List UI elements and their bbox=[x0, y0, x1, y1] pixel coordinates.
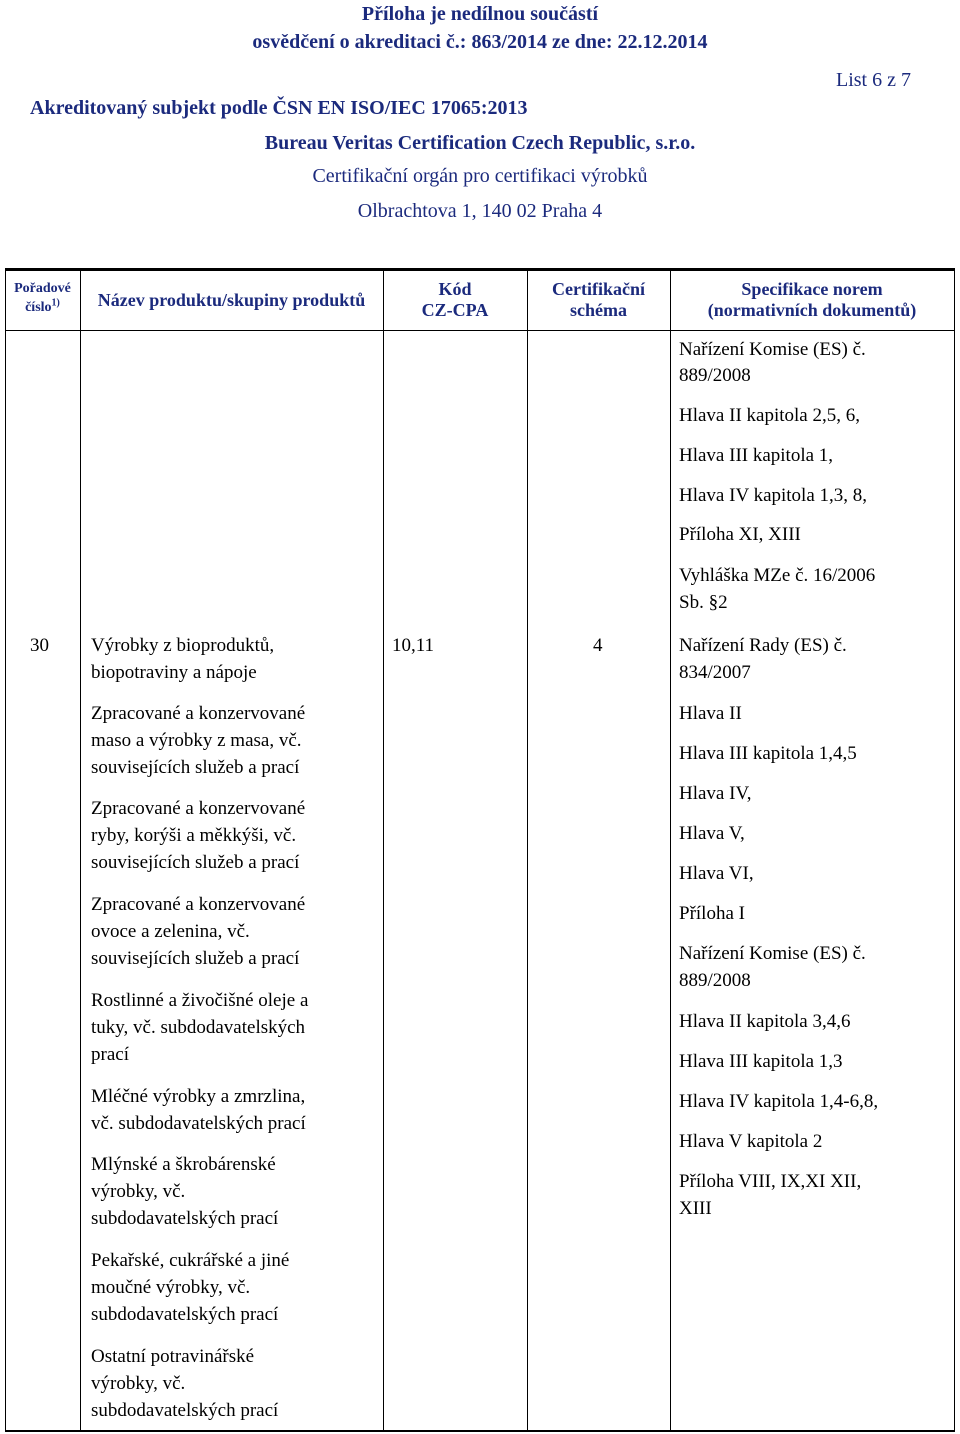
product-line: Mlýnské a škrobárenské bbox=[91, 1154, 276, 1175]
spec-line: Hlava IV, bbox=[679, 783, 752, 804]
spec-line: Hlava III kapitola 1,4,5 bbox=[679, 743, 857, 764]
product-line: Zpracované a konzervované bbox=[91, 703, 306, 724]
table-col-divider-2 bbox=[383, 268, 384, 1432]
table-top-border bbox=[5, 268, 955, 271]
product-line: moučné výrobky, vč. bbox=[91, 1277, 251, 1298]
product-line: ovoce a zelenina, vč. bbox=[91, 921, 250, 942]
product-line: subdodavatelských prací bbox=[91, 1208, 279, 1229]
company-name: Bureau Veritas Certification Czech Republic, s.r.o. bbox=[264, 132, 696, 154]
column-header-number-line-1: Pořadové bbox=[14, 281, 71, 296]
spec-line: Hlava IV kapitola 1,4-6,8, bbox=[679, 1091, 879, 1112]
column-header-scheme-line-1: Certifikační bbox=[552, 279, 645, 299]
table-bottom-border bbox=[5, 1430, 955, 1432]
product-line: maso a výrobky z masa, vč. bbox=[91, 730, 302, 751]
table-right-border bbox=[954, 268, 955, 1432]
product-line: výrobky, vč. bbox=[91, 1181, 186, 1202]
spec-line: Nařízení Komise (ES) č. bbox=[679, 339, 866, 360]
column-header-number-line-2 bbox=[5, 298, 80, 317]
product-line: subdodavatelských prací bbox=[91, 1400, 279, 1421]
column-header-number bbox=[5, 279, 80, 317]
column-header-spec-line-2: (normativních dokumentů) bbox=[707, 299, 917, 320]
spec-line: Hlava IV kapitola 1,3, 8, bbox=[679, 485, 868, 506]
table-col-divider-1 bbox=[80, 268, 81, 1432]
product-line: souvisejících služeb a prací bbox=[91, 757, 300, 778]
product-line: Mléčné výrobky a zmrzlina, bbox=[91, 1086, 306, 1107]
product-line: prací bbox=[91, 1044, 129, 1065]
spec-line: Nařízení Komise (ES) č. bbox=[679, 943, 866, 964]
cz-cpa-code: 10,11 bbox=[392, 635, 435, 656]
spec-line: Příloha VIII, IX,XI XII, bbox=[679, 1171, 862, 1192]
company-address: Olbrachtova 1, 140 02 Praha 4 bbox=[357, 200, 603, 222]
product-group-title-line-2: biopotraviny a nápoje bbox=[91, 662, 257, 683]
product-line: souvisejících služeb a prací bbox=[91, 948, 300, 969]
spec-line: Hlava II kapitola 2,5, 6, bbox=[679, 405, 860, 426]
certification-scheme: 4 bbox=[593, 635, 603, 656]
spec-line: Hlava III kapitola 1,3 bbox=[679, 1051, 843, 1072]
spec-line: 889/2008 bbox=[679, 365, 751, 386]
accreditation-line: Akreditovaný subjekt podle ČSN EN ISO/IEC 17065:2013 bbox=[30, 97, 528, 119]
certification-body: Certifikační orgán pro certifikaci výrobků bbox=[312, 165, 648, 187]
header-line-1: Příloha je nedílnou součástí bbox=[361, 3, 599, 25]
product-line: Zpracované a konzervované bbox=[91, 894, 306, 915]
spec-line: Příloha I bbox=[679, 903, 745, 924]
column-header-scheme-line-2: schéma bbox=[570, 299, 627, 320]
column-header-code bbox=[383, 279, 527, 320]
column-header-scheme bbox=[527, 279, 670, 320]
product-line: ryby, korýši a měkkýši, vč. bbox=[91, 825, 297, 846]
table-header-border bbox=[5, 330, 955, 331]
spec-line: Hlava II bbox=[679, 703, 742, 724]
spec-line: Hlava V, bbox=[679, 823, 745, 844]
column-header-spec-line-1: Specifikace norem bbox=[741, 279, 883, 299]
product-line: tuky, vč. subdodavatelských bbox=[91, 1017, 306, 1038]
spec-line: Hlava VI, bbox=[679, 863, 754, 884]
spec-line: XIII bbox=[679, 1198, 712, 1219]
product-line: Zpracované a konzervované bbox=[91, 798, 306, 819]
spec-line: 889/2008 bbox=[679, 970, 751, 991]
spec-line: Hlava II kapitola 3,4,6 bbox=[679, 1011, 851, 1032]
table-col-divider-4 bbox=[670, 268, 671, 1432]
product-group-title-line-1: Výrobky z bioproduktů, bbox=[91, 635, 275, 656]
column-header-code-line-2: CZ-CPA bbox=[421, 299, 489, 320]
product-line: subdodavatelských prací bbox=[91, 1304, 279, 1325]
product-line: Pekařské, cukrářské a jiné bbox=[91, 1250, 290, 1271]
product-line: vč. subdodavatelských prací bbox=[91, 1113, 306, 1134]
footnote-marker: 1) bbox=[51, 297, 60, 309]
spec-line: Sb. §2 bbox=[679, 592, 728, 613]
product-line: výrobky, vč. bbox=[91, 1373, 186, 1394]
spec-line: Hlava III kapitola 1, bbox=[679, 445, 834, 466]
spec-line: Hlava V kapitola 2 bbox=[679, 1131, 823, 1152]
page-number: List 6 z 7 bbox=[836, 69, 911, 91]
spec-line: Příloha XI, XIII bbox=[679, 524, 801, 545]
table-left-border bbox=[5, 268, 6, 1432]
product-line: Ostatní potravinářské bbox=[91, 1346, 255, 1367]
product-line: souvisejících služeb a prací bbox=[91, 852, 300, 873]
column-header-specification bbox=[670, 279, 954, 320]
table-col-divider-3 bbox=[527, 268, 528, 1432]
column-header-number-text: číslo bbox=[25, 300, 52, 315]
row-number: 30 bbox=[30, 635, 49, 656]
column-header-name: Název produktu/skupiny produktů bbox=[97, 290, 366, 310]
spec-line: Nařízení Rady (ES) č. bbox=[679, 635, 847, 656]
spec-line: Vyhláška MZe č. 16/2006 bbox=[679, 565, 876, 586]
spec-line: 834/2007 bbox=[679, 662, 751, 683]
product-line: Rostlinné a živočišné oleje a bbox=[91, 990, 309, 1011]
column-header-code-line-1: Kód bbox=[438, 279, 472, 299]
header-line-2: osvědčení o akreditaci č.: 863/2014 ze dne: 22.12.2014 bbox=[252, 31, 708, 53]
